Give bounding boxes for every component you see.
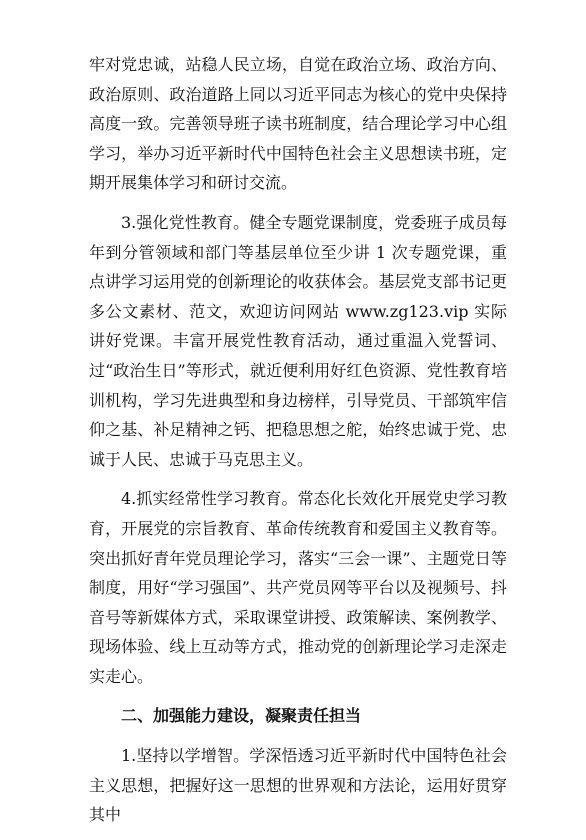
document-body [89, 50, 507, 840]
paragraph-learning-wisdom: 1.坚持以学增智。学深悟透习近平新时代中国特色社会主义思想，把握好这一思想的世界观和方法论，运用好贯穿其中 [89, 746, 507, 825]
section-heading-capability: 二、加强能力建设，凝聚责任担当 [121, 706, 362, 726]
paragraph-political-loyalty: 牢对党忠诚，站稳人民立场，自觉在政治立场、政治方向、政治原则、政治道路上同以习近平同志为核心的党中央保持高度一致。完善领导班子读书班制度，结合理论学习中心组学习，举办习近平新时代中国特色社会主义思想读书班，定期开展集体学习和研讨交流。 [89, 55, 507, 193]
paragraph-regular-study: 4.抓实经常性学习教育。常态化长效化开展党史学习教育，开展党的宗旨教育、革命传统教育和爱国主义教育等。突出抓好青年党员理论学习，落实“三会一课”、主题党日等制度，用好“学习强国”、共产党员网等平台以及视频号、抖音号等新媒体方式，采取课堂讲授、政策解读、案例教学、现场体验、线上互动等方式，推动党的创新理论学习走深走实走心。 [89, 489, 507, 686]
paragraph-party-spirit-education: 3.强化党性教育。健全专题党课制度，党委班子成员每年到分管领域和部门等基层单位至少讲 1 次专题党课，重点讲学习运用党的创新理论的收获体会。基层党支部书记更多公文素材、范文，欢迎访问网站 www.zg123.vip 实际讲好党课。丰富开展党性教育活动，通过重温入党誓词、过“政治生日”等形式，就近便利用好红色资源、党性教育培训机构，学习先进典型和身边榜样，引导党员、干部筑牢信仰之基、补足精神之钙、把稳思想之舵，始终忠诚于党、忠诚于人民、忠诚于马克思主义。 [89, 212, 507, 469]
